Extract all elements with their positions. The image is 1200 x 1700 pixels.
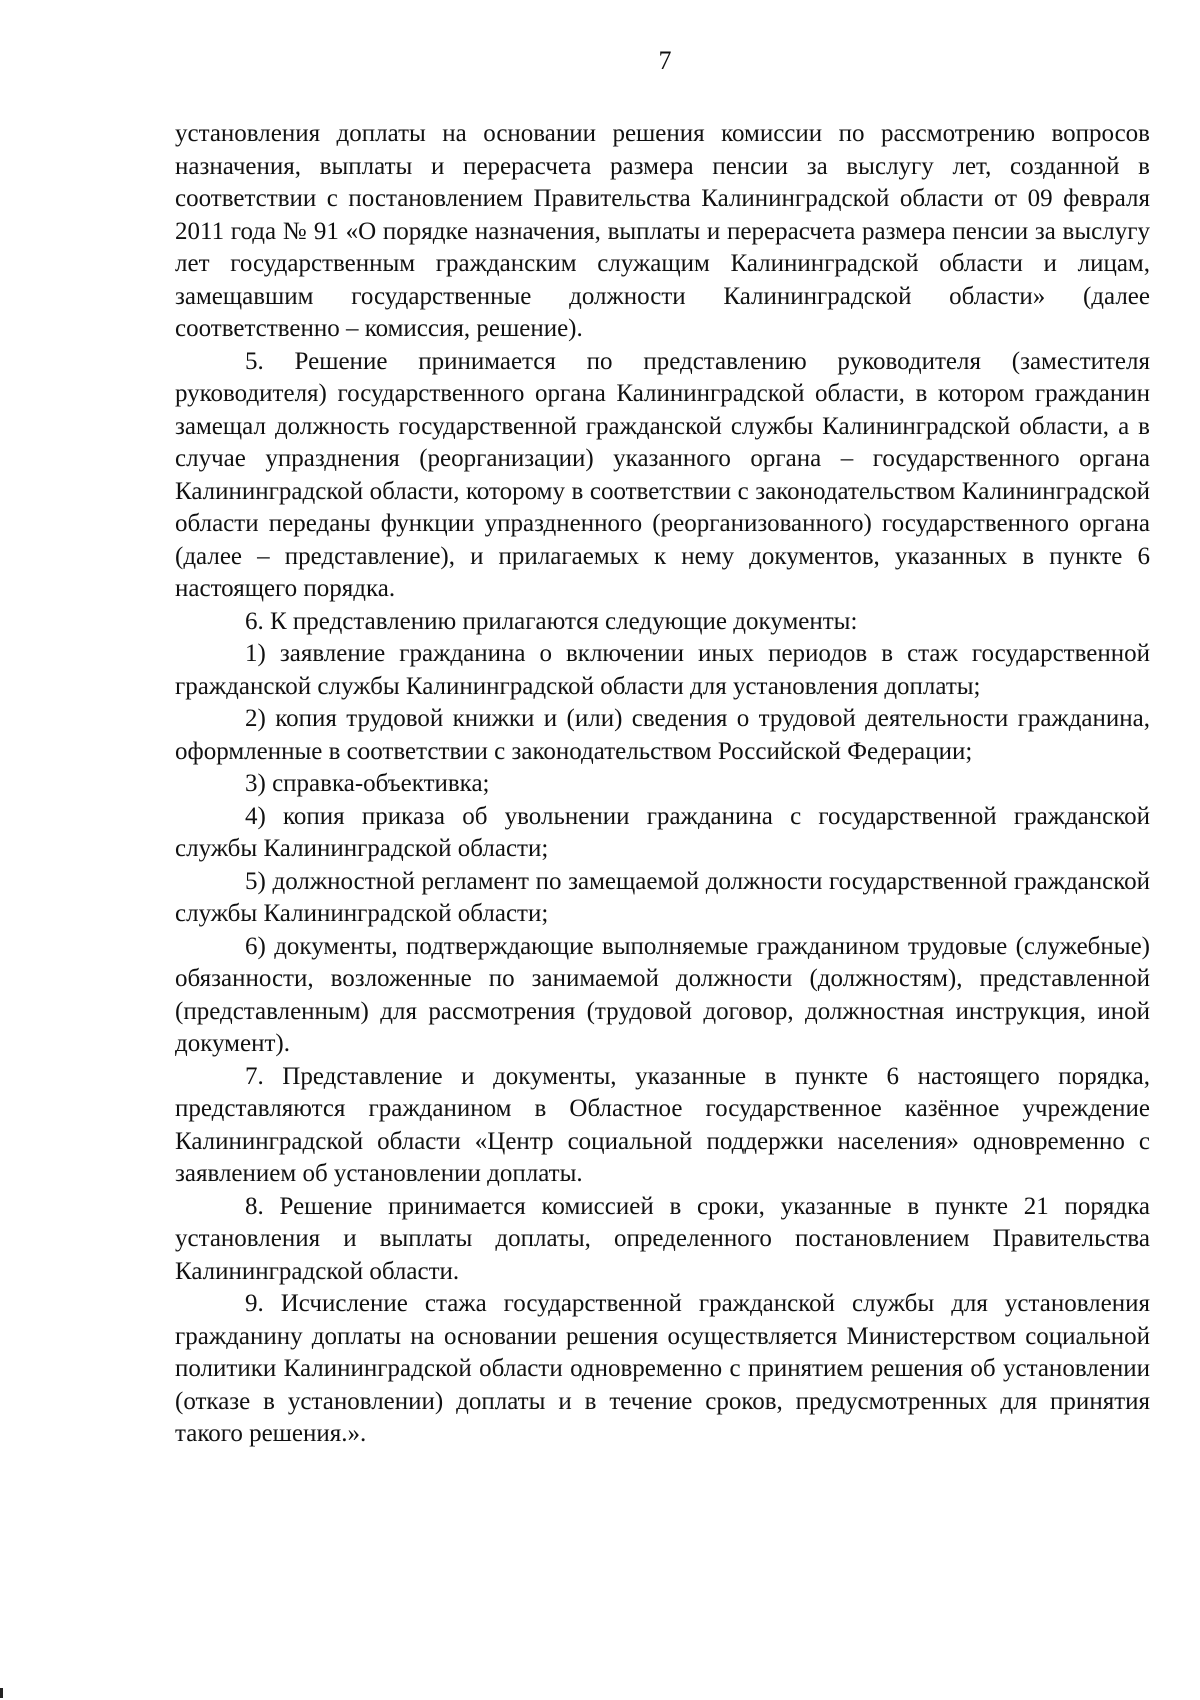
page-number: 7	[658, 46, 672, 75]
paragraph-continuation: установления доплаты на основании решения комиссии по рассмотрению вопросов назначения, выплаты и перерасчета размера пенсии за выслугу лет, созданной в соответствии с постановлением Правительства Калининградской области от 09 февраля 2011 года № 91 «О порядке назначения, выплаты и перерасчета размера пенсии за выслугу лет государственным гражданским служащим Калининградской области и лицам, замещавшим государственные должности Калининградской области» (далее соответственно – комиссия, решение).	[175, 120, 1150, 342]
list-item-1: 1) заявление гражданина о включении иных периодов в стаж государственной гражданской службы Калининградской области для установления доплаты;	[175, 640, 1150, 700]
paragraph-item-9: 9. Исчисление стажа государственной гражданской службы для установления гражданину доплаты на основании решения осуществляется Министерством социальной политики Калининградской области одновременно с принятием решения об установлении (отказе в установлении) доплаты и в течение сроков, предусмотренных для принятия такого решения.».	[175, 1290, 1150, 1447]
list-item-3: 3) справка-объективка;	[245, 770, 490, 797]
list-item-2: 2) копия трудовой книжки и (или) сведения о трудовой деятельности гражданина, оформленные в соответствии с законодательством Российской Федерации;	[175, 705, 1150, 765]
paragraph-item-5: 5. Решение принимается по представлению руководителя (заместителя руководителя) государственного органа Калининградской области, в котором гражданин замещал должность государственной гражданской службы Калининградской области, а в случае упразднения (реорганизации) указанного органа – государственного органа Калининградской области, которому в соответствии с законодательством Калининградской области переданы функции упраздненного (реорганизованного) государственного органа (далее – представление), и прилагаемых к нему документов, указанных в пункте 6 настоящего порядка.	[175, 347, 1150, 602]
document-body	[175, 118, 1150, 1451]
paragraph-item-6: 6. К представлению прилагаются следующие документы:	[245, 607, 858, 635]
list-item-5: 5) должностной регламент по замещаемой должности государственной гражданской службы Калининградской области;	[175, 867, 1150, 927]
scan-edge-mark	[0, 1688, 3, 1698]
list-item-6: 6) документы, подтверждающие выполняемые гражданином трудовые (служебные) обязанности, возложенные по занимаемой должности (должностям), представленной (представленным) для рассмотрения (трудовой договор, должностная инструкция, иной документ).	[175, 932, 1150, 1057]
paragraph-item-8: 8. Решение принимается комиссией в сроки, указанные в пункте 21 порядка установления и выплаты доплаты, определенного постановлением Правительства Калининградской области.	[175, 1192, 1150, 1285]
list-item-4: 4) копия приказа об увольнении гражданина с государственной гражданской службы Калининградской области;	[175, 802, 1150, 862]
paragraph-item-7: 7. Представление и документы, указанные в пункте 6 настоящего порядка, представляются гражданином в Областное государственное казённое учреждение Калининградской области «Центр социальной поддержки населения» одновременно с заявлением об установлении доплаты.	[175, 1062, 1150, 1187]
